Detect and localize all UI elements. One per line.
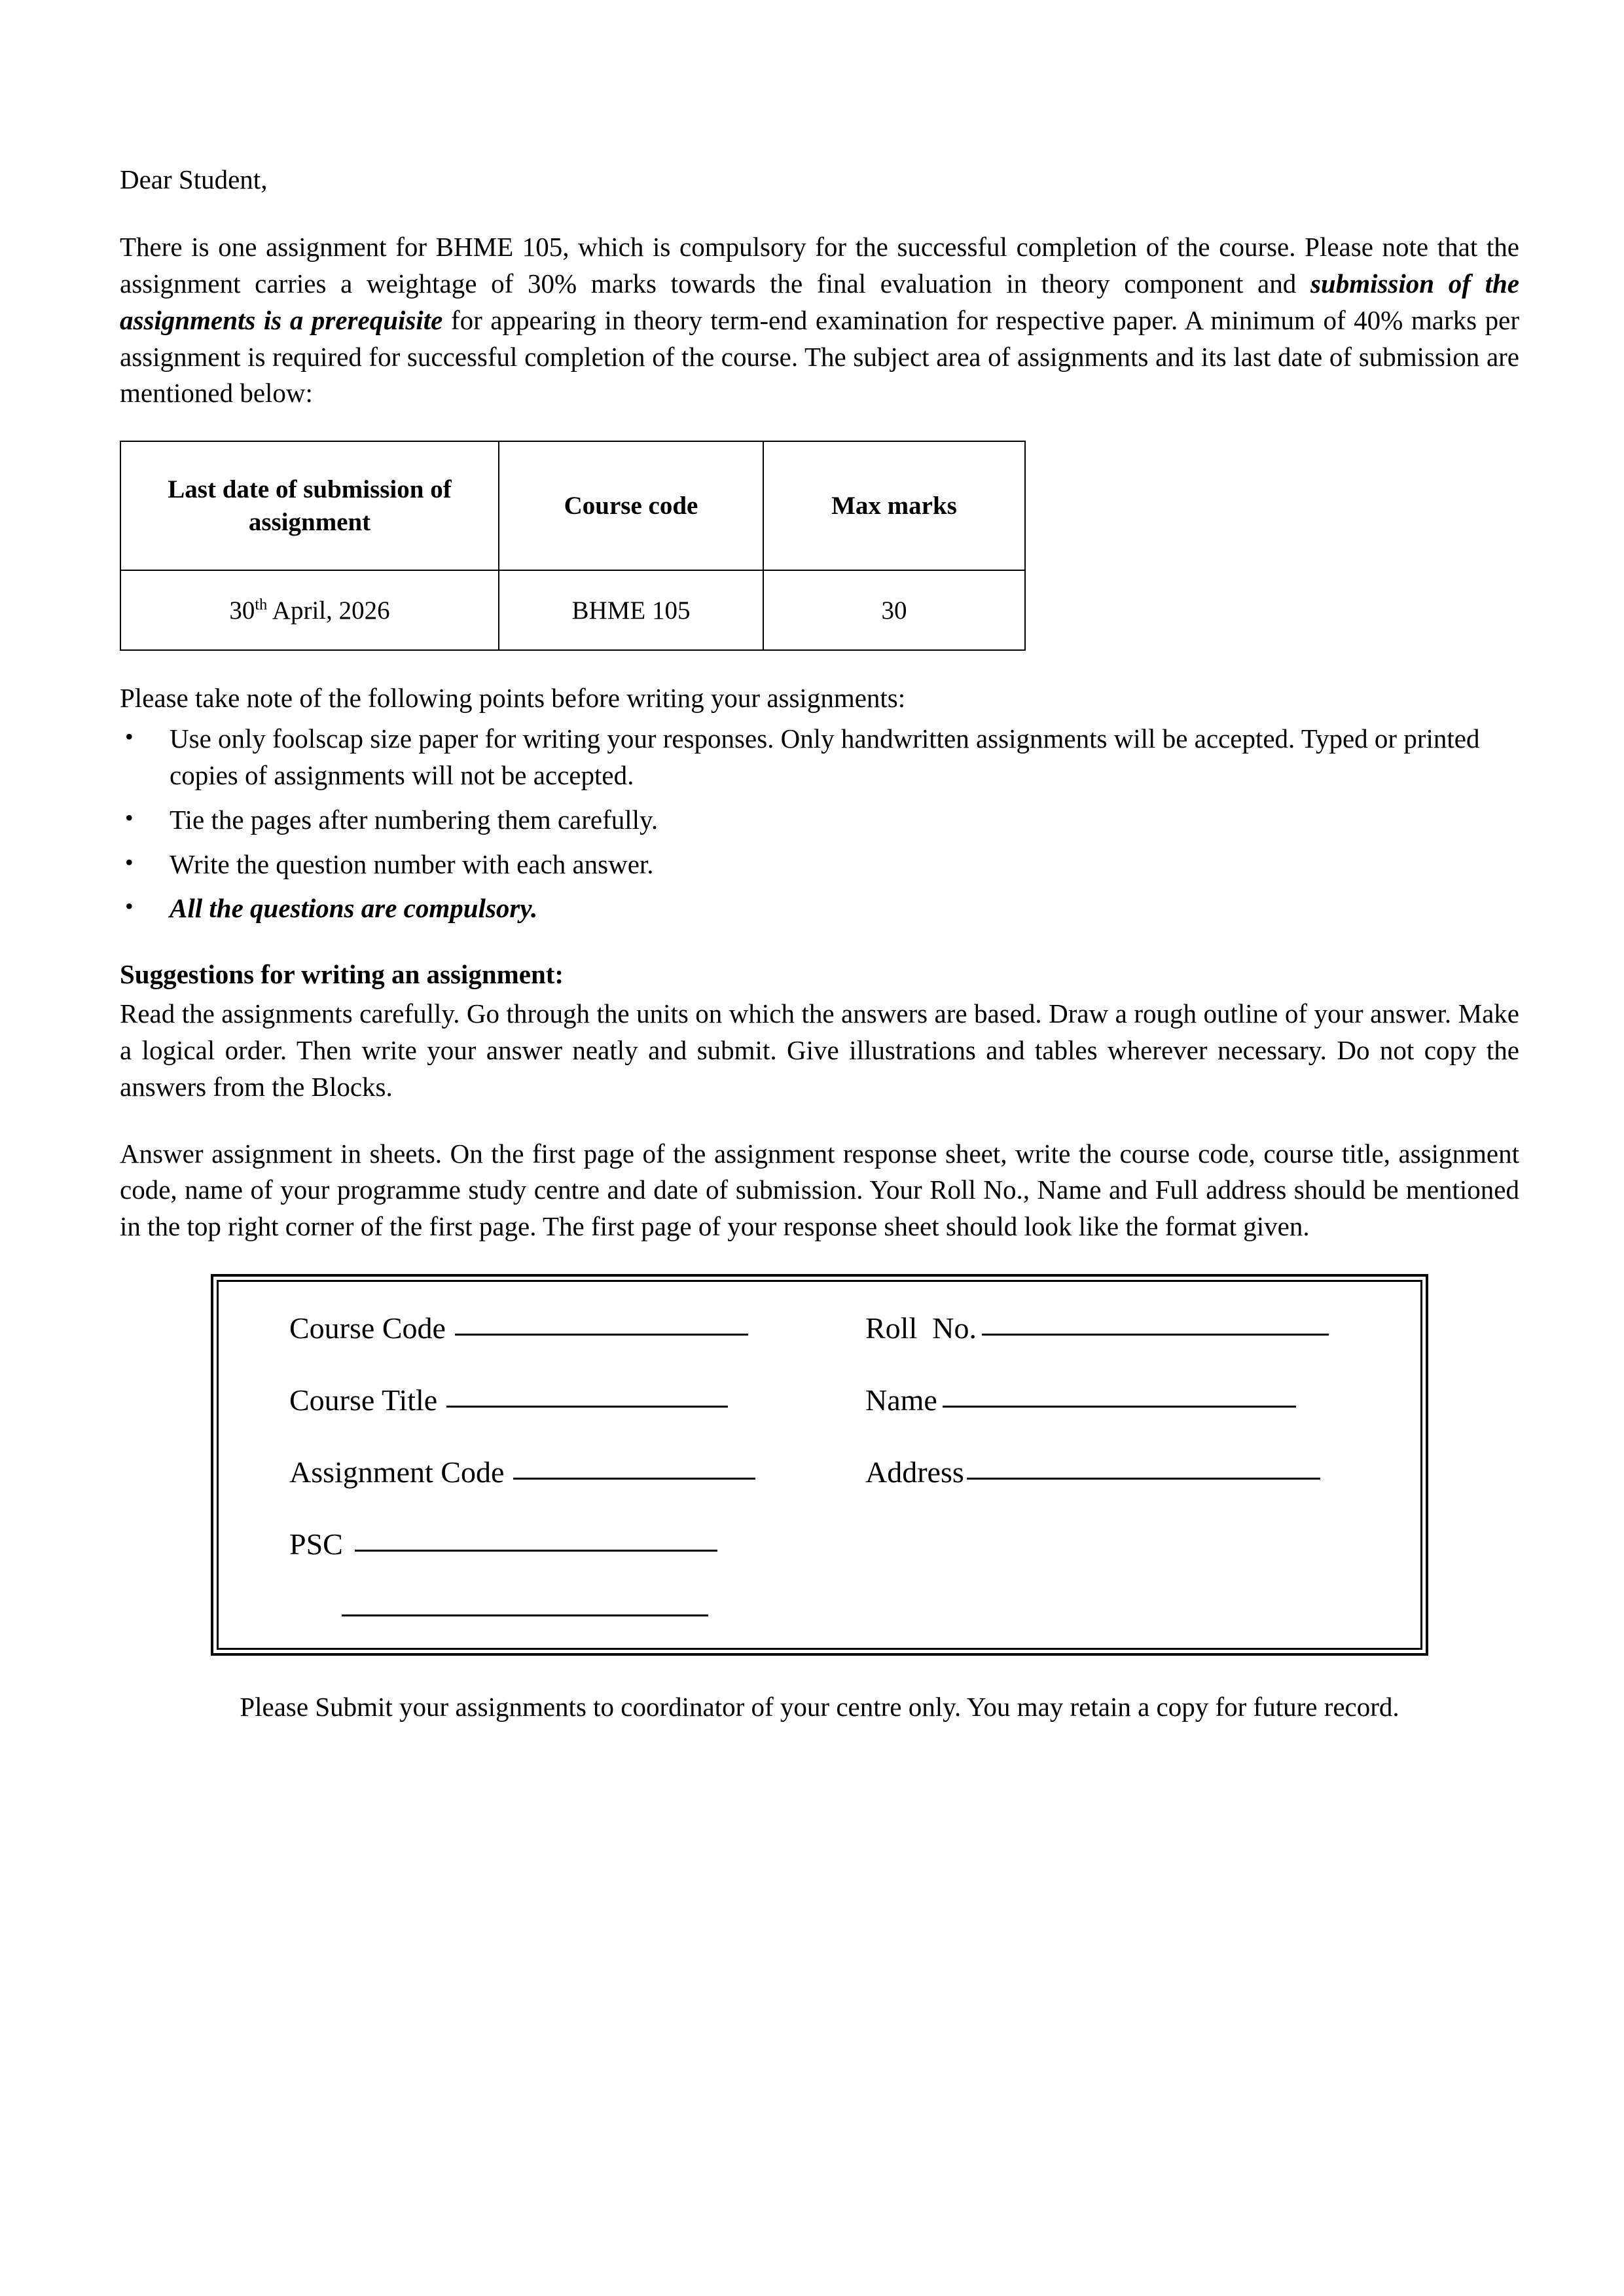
intro-part-1: There is one assignment for BHME 105, which is compulsory for the successful completion of the course. Please note that the assignment carries a weightage of 30% marks towards the final evaluation in theory component and	[120, 232, 1519, 299]
format-blank-course-title[interactable]	[446, 1406, 728, 1408]
bullet-icon: •	[125, 893, 134, 920]
intro-part-2: for appearing in theory term-end examination for respective paper. A minimum of 40% marks per assignment is required for successful completion of the course. The subject area of assignments and its last date of submission are mentioned below:	[120, 304, 1520, 409]
list-item	[120, 890, 1519, 927]
format-label-address: Address	[865, 1455, 964, 1489]
format-blank-assignment-code[interactable]	[513, 1478, 755, 1480]
document-content	[120, 164, 1519, 1724]
format-label-psc: PSC	[289, 1527, 343, 1561]
spacer	[120, 1106, 1519, 1136]
format-blank-address[interactable]	[967, 1478, 1320, 1480]
intro-emphasis: submission of the assignments is a prerequisite	[120, 268, 1519, 335]
table-header-row	[120, 441, 1025, 570]
format-right-address	[865, 1457, 1420, 1487]
format-blank-address-continuation[interactable]	[342, 1614, 708, 1616]
format-right-roll-no	[865, 1313, 1420, 1343]
cell-max-marks: 30	[763, 570, 1025, 650]
format-label-assignment-code: Assignment Code	[289, 1455, 505, 1489]
list-item	[120, 847, 1519, 883]
format-label-roll-no: Roll No.	[865, 1311, 977, 1345]
points-list	[120, 721, 1519, 927]
format-row-course-title	[219, 1385, 1420, 1415]
suggestions-heading: Suggestions for writing an assignment:	[120, 959, 564, 990]
format-row-psc	[219, 1529, 1420, 1559]
table-header-max-marks: Max marks	[763, 441, 1025, 570]
table-header-last-date: Last date of submission of assignment	[120, 441, 499, 570]
cell-last-date	[120, 570, 499, 650]
format-left-course-code	[289, 1313, 865, 1343]
bullet-icon: •	[125, 723, 134, 750]
salutation: Dear Student,	[120, 164, 268, 194]
date-rest: April, 2026	[267, 596, 390, 625]
list-item-text: Write the question number with each answer.	[170, 848, 654, 879]
assignment-table-wrapper	[120, 441, 1519, 651]
table-header-course-code: Course code	[499, 441, 763, 570]
format-label-name: Name	[865, 1383, 937, 1417]
format-blank-psc[interactable]	[355, 1550, 717, 1552]
intro-paragraph	[120, 229, 1519, 412]
suggestions-paragraph: Read the assignments carefully. Go through the units on which the answers are based. Draw a rough outline of your answer. Make a logical order. Then write your answer neatly and submit. Give illustrations and tables wherever necessary. Do not copy the answers from the Blocks.	[120, 998, 1519, 1102]
format-blank-course-code[interactable]	[455, 1334, 748, 1336]
table-row	[120, 570, 1025, 650]
format-row-address-continuation	[219, 1617, 1420, 1619]
list-item-text: Tie the pages after numbering them carefully.	[170, 804, 659, 835]
format-left-assignment-code	[289, 1457, 865, 1487]
list-item	[120, 802, 1519, 839]
answer-paragraph: Answer assignment in sheets. On the first page of the assignment response sheet, write the course code, course title, assignment code, name of your programme study centre and date of submission. Your Roll No., Name and Full address should be mentioned in the top right corner of the first page. The first page of your response sheet should look like the format given.	[120, 1138, 1519, 1242]
format-left-course-title	[289, 1385, 865, 1415]
format-blank-name[interactable]	[943, 1406, 1296, 1408]
points-lead-line: Please take note of the following points before writing your assignments:	[120, 683, 906, 714]
list-item	[120, 721, 1519, 794]
format-label-course-title: Course Title	[289, 1383, 438, 1417]
format-box-inner	[217, 1280, 1422, 1650]
assignment-table	[120, 441, 1026, 651]
response-sheet-format-box	[211, 1274, 1428, 1656]
list-item-text: All the questions are compulsory.	[170, 893, 538, 924]
format-row-course-code	[219, 1313, 1420, 1343]
bullet-icon: •	[125, 804, 134, 831]
date-number: 30	[229, 596, 255, 625]
format-left-psc	[289, 1529, 865, 1559]
date-ordinal-suffix: th	[255, 595, 268, 613]
format-right-name	[865, 1385, 1420, 1415]
cell-course-code: BHME 105	[499, 570, 763, 650]
format-row-assignment-code	[219, 1457, 1420, 1487]
list-item-text: Use only foolscap size paper for writing your responses. Only handwritten assignments will be accepted. Typed or printed copies of assignments will not be accepted.	[170, 723, 1480, 791]
footer-note: Please Submit your assignments to coordinator of your centre only. You may retain a copy for future record.	[240, 1691, 1399, 1722]
bullet-icon: •	[125, 848, 134, 875]
format-label-course-code: Course Code	[289, 1311, 446, 1345]
format-blank-roll-no[interactable]	[982, 1334, 1329, 1336]
